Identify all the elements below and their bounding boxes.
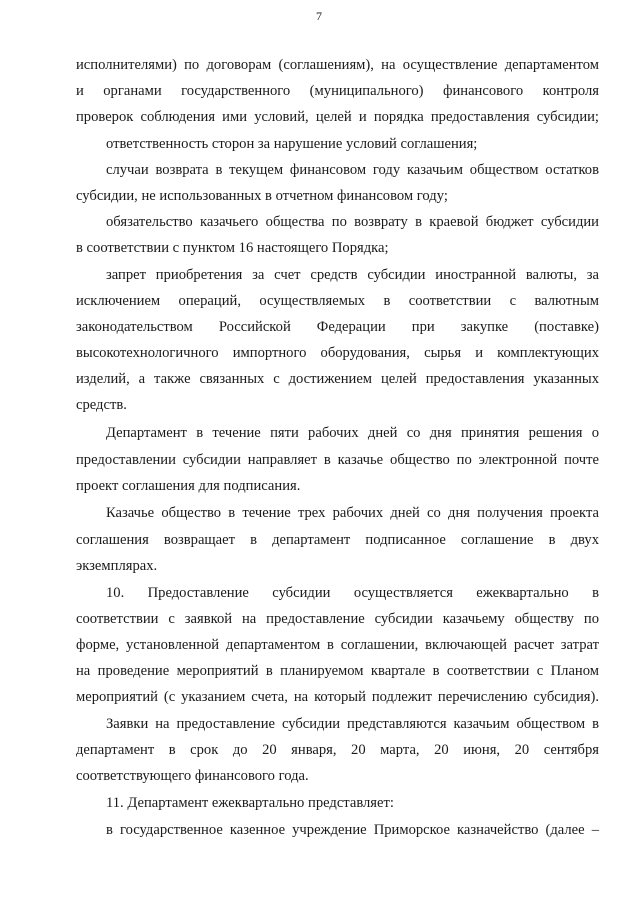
text-line: проект соглашения для подписания. [76, 478, 301, 494]
text-line: исключением операций, осуществляемых в соответствии с валютным [76, 293, 599, 309]
text-line: на проведение мероприятий в планируемом квартале в соответствии с Планом [76, 663, 599, 679]
text-line: департамент в срок до 20 января, 20 марта, 20 июня, 20 сентября [76, 742, 599, 758]
text-line: форме, установленной департаментом в соглашении, включающей расчет затрат [76, 637, 599, 653]
text-line: соответствующего финансового года. [76, 768, 309, 784]
text-line: законодательством Российской Федерации при закупке (поставке) [76, 319, 599, 335]
text-line: проверок соблюдения ими условий, целей и порядка предоставления субсидии; [76, 109, 599, 125]
text-line: обязательство казачьего общества по возврату в краевой бюджет субсидии [106, 214, 599, 230]
text-line: 11. Департамент ежеквартально представляет: [106, 795, 394, 811]
text-line: ответственность сторон за нарушение условий соглашения; [106, 136, 478, 152]
text-line: Департамент в течение пяти рабочих дней со дня принятия решения о [106, 425, 599, 441]
page-number: 7 [316, 9, 322, 23]
text-line: экземплярах. [76, 558, 158, 574]
text-line: субсидии, не использованных в отчетном финансовом году; [76, 188, 448, 204]
text-line: мероприятий (с указанием счета, на который подлежит перечислению субсидия). [76, 689, 599, 705]
text-line: 10. Предоставление субсидии осуществляется ежеквартально в [106, 585, 599, 601]
text-line: в государственное казенное учреждение Приморское казначейство (далее – [106, 822, 599, 838]
text-line: Заявки на предоставление субсидии представляются казачьим обществом в [106, 716, 599, 732]
text-line: соответствии с заявкой на предоставление субсидии казачьему обществу по [76, 611, 599, 627]
text-line: высокотехнологичного импортного оборудования, сырья и комплектующих [76, 345, 599, 361]
text-line: изделий, а также связанных с достижением целей предоставления указанных [76, 371, 599, 387]
text-line: соглашения возвращает в департамент подписанное соглашение в двух [76, 532, 599, 548]
text-line: запрет приобретения за счет средств субсидии иностранной валюты, за [106, 267, 599, 283]
text-line: предоставлении субсидии направляет в казачье общество по электронной почте [76, 452, 599, 468]
text-line: средств. [76, 397, 127, 413]
text-line: и органами государственного (муниципального) финансового контроля [76, 83, 599, 99]
text-line: исполнителями) по договорам (соглашениям), на осуществление департаментом [76, 57, 599, 73]
text-line: случаи возврата в текущем финансовом году казачьим обществом остатков [106, 162, 599, 178]
text-line: Казачье общество в течение трех рабочих дней со дня получения проекта [106, 505, 599, 521]
text-line: в соответствии с пунктом 16 настоящего Порядка; [76, 240, 389, 256]
